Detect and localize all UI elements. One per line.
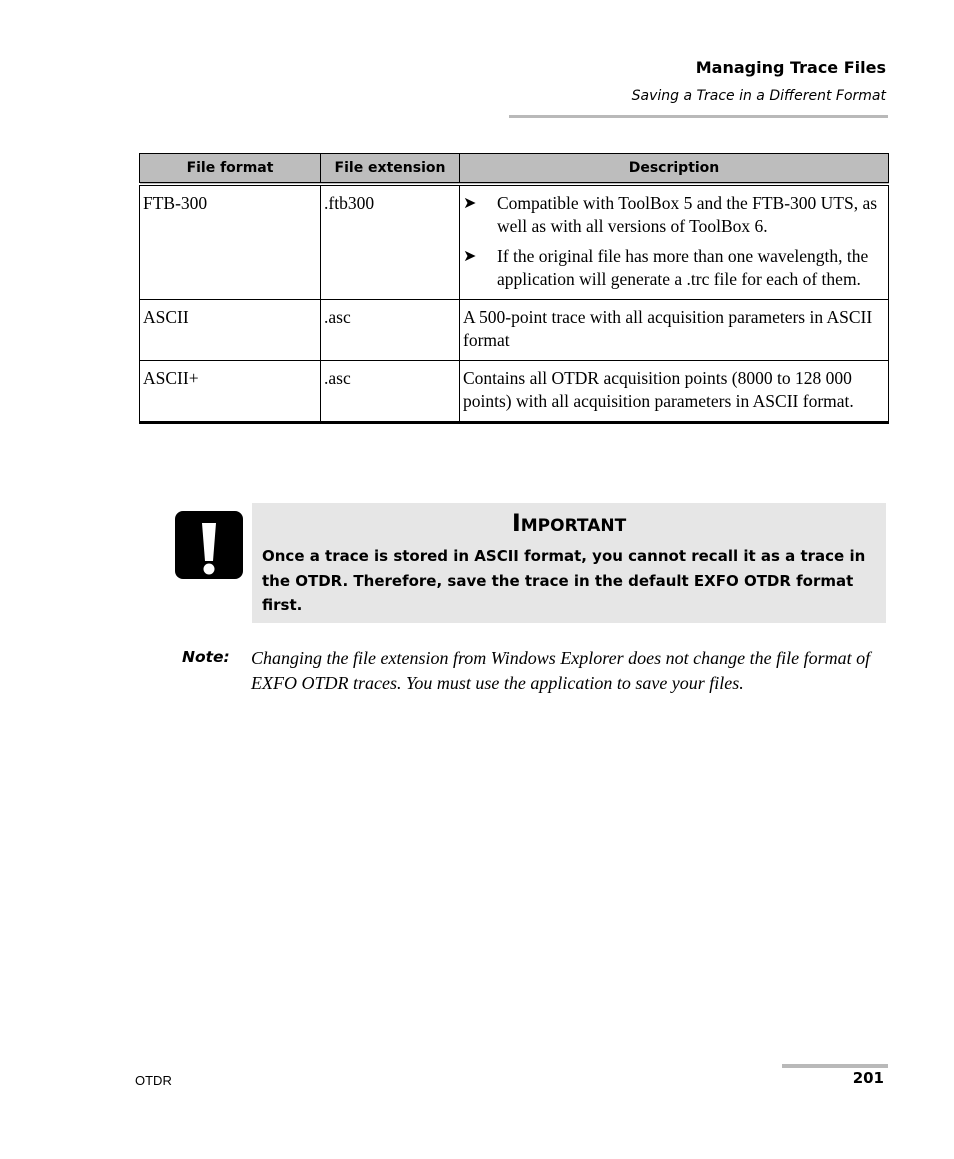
arrow-bullet-icon: ➤ bbox=[463, 248, 477, 265]
header-divider bbox=[509, 115, 888, 118]
footer-product: OTDR bbox=[135, 1073, 172, 1088]
important-callout bbox=[252, 503, 886, 623]
cell-format: ASCII+ bbox=[140, 361, 321, 423]
column-header-format: File format bbox=[140, 154, 321, 185]
important-text: Once a trace is stored in ASCII format, you cannot recall it as a trace in the OTDR. Therefore, save the trace in the default EXFO OTDR format first. bbox=[262, 547, 866, 614]
table-header-row bbox=[140, 154, 889, 185]
section-subtitle: Saving a Trace in a Different Format bbox=[631, 88, 886, 104]
table-row bbox=[140, 300, 889, 361]
cell-extension: .asc bbox=[321, 300, 460, 361]
list-item bbox=[463, 245, 885, 291]
column-header-description: Description bbox=[460, 154, 889, 185]
file-format-table bbox=[139, 153, 889, 424]
section-title: Managing Trace Files bbox=[695, 58, 886, 77]
page-number: 201 bbox=[852, 1069, 884, 1087]
note-text: Changing the file extension from Windows Explorer does not change the file format of EXFO OTDR traces. You must use the application to save your files. bbox=[251, 648, 871, 693]
column-header-extension: File extension bbox=[321, 154, 460, 185]
note-label: Note: bbox=[182, 648, 230, 666]
footer-divider bbox=[782, 1064, 888, 1068]
exclamation-icon bbox=[175, 511, 243, 579]
cell-description bbox=[460, 184, 889, 300]
cell-description: Contains all OTDR acquisition points (8000 to 128 000 points) with all acquisition parameters in ASCII format. bbox=[460, 361, 889, 423]
important-heading: Important bbox=[511, 509, 627, 537]
bullet-text: If the original file has more than one wavelength, the application will generate a .trc file for each of them. bbox=[497, 246, 869, 289]
cell-description: A 500-point trace with all acquisition parameters in ASCII format bbox=[460, 300, 889, 361]
cell-format: ASCII bbox=[140, 300, 321, 361]
cell-extension: .asc bbox=[321, 361, 460, 423]
list-item bbox=[463, 192, 885, 238]
arrow-bullet-icon: ➤ bbox=[463, 195, 477, 212]
cell-extension: .ftb300 bbox=[321, 184, 460, 300]
cell-format: FTB-300 bbox=[140, 184, 321, 300]
table-row bbox=[140, 361, 889, 423]
bullet-text: Compatible with ToolBox 5 and the FTB-300 UTS, as well as with all versions of ToolBox 6. bbox=[497, 193, 878, 236]
table-row bbox=[140, 184, 889, 300]
